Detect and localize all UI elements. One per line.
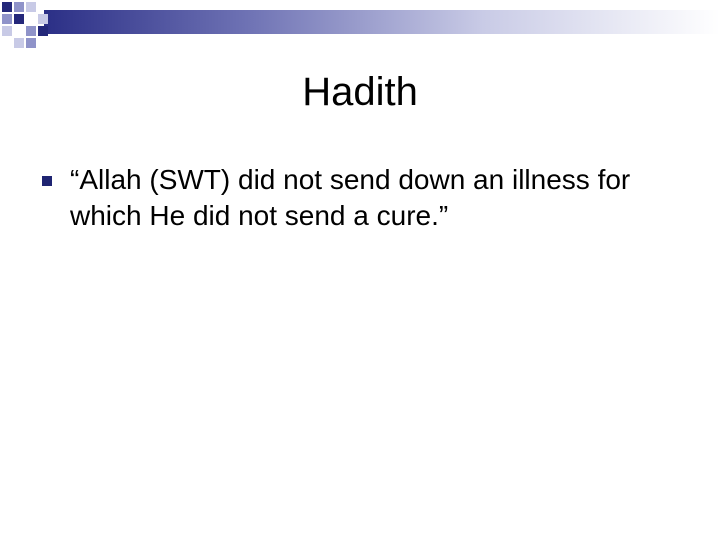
corner-square-icon	[26, 38, 36, 48]
bullet-text: “Allah (SWT) did not send down an illness for which He did not send a cure.”	[70, 164, 631, 231]
slide-title: Hadith	[302, 70, 418, 114]
corner-square-icon	[2, 14, 12, 24]
corner-square-icon	[26, 26, 36, 36]
header-gradient-bar	[44, 10, 720, 34]
corner-square-icon	[38, 14, 48, 24]
bullet-item	[42, 162, 682, 234]
corner-square-icon	[26, 2, 36, 12]
corner-square-icon	[14, 38, 24, 48]
corner-square-icon	[2, 26, 12, 36]
square-bullet-icon	[42, 176, 52, 186]
corner-square-icon	[2, 2, 12, 12]
corner-square-icon	[14, 2, 24, 12]
corner-square-icon	[14, 14, 24, 24]
corner-square-icon	[38, 26, 48, 36]
